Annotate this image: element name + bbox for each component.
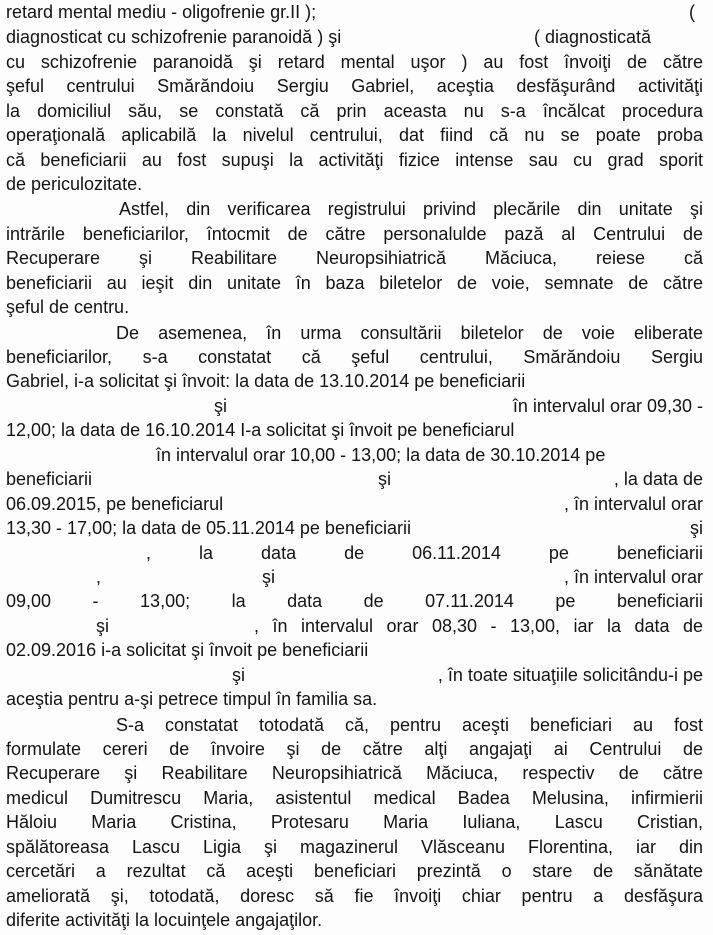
text-line: spălătoreasa Lascu Ligia şi magazinerul Vlăsceanu Florentina, iar din: [6, 836, 703, 857]
text-line: [6, 370, 703, 392]
text-run: 06.09.2015, pe beneficiarul: [6, 493, 224, 514]
text-run: Gabriel, i-a solicitat şi învoit: la data de 13.10.2014 pe beneficiarii: [6, 371, 526, 392]
text-run: şi: [96, 615, 109, 636]
text-run: şi: [214, 395, 227, 416]
text-line: de periculozitate.: [6, 174, 143, 194]
text-run: 02.09.2016 i-a solicitat şi învoit pe beneficiarii: [6, 640, 369, 661]
text-run: , în intervalul orar: [563, 566, 703, 587]
text-run: , în toate situaţiile solicitându-i pe: [437, 664, 703, 685]
text-run: şi: [262, 566, 275, 587]
text-line: [6, 444, 703, 466]
text-run: (: [689, 1, 695, 22]
text-line: intrările beneficiarilor, întocmit de către personalulde pază al Centrului de: [6, 223, 703, 244]
text-line: diferite activităţi la locuinţele angajaţilor.: [6, 910, 323, 930]
text-line: [6, 639, 703, 661]
text-line: [6, 468, 703, 490]
text-run: ,: [96, 566, 102, 587]
text-run: , la data de: [613, 469, 703, 490]
text-line: [6, 1, 703, 23]
text-line: 09,00 - 13,00; la data de 07.11.2014 pe beneficiarii: [6, 591, 703, 612]
text-run: şi: [378, 469, 391, 490]
text-line: Hăloiu Maria Cristina, Protesaru Maria Iuliana, Lascu Cristian,: [6, 812, 703, 833]
text-run: , în intervalul orar: [563, 493, 703, 514]
text-line: Recuperare şi Reabilitare Neuropsihiatrică Măciuca, respectiv de către: [6, 763, 703, 784]
text-run: în intervalul orar 10,00 - 13,00; la data de 30.10.2014 pe: [156, 444, 606, 465]
text-run: , la data de 06.11.2014 pe beneficiarii: [146, 542, 703, 563]
text-run: diagnosticat cu schizofrenie paranoidă ) şi: [6, 27, 342, 48]
text-line: aceştia pentru a-şi petrece timpul în familia sa.: [6, 689, 378, 710]
text-line: ameliorată şi, totodată, doresc să fie învoiţi chiar pentru a desfăşura: [6, 885, 703, 906]
text-line: [6, 615, 703, 637]
text-run: beneficiarii: [6, 469, 93, 490]
text-run: 12,00; la data de 16.10.2014 I-a solicitat şi învoit pe beneficiarul: [6, 420, 515, 441]
text-line: cu schizofrenie paranoidă şi retard mental uşor ) au fost învoiţi de către: [6, 51, 703, 72]
text-run: , în intervalul orar 08,30 - 13,00, iar la data de: [254, 615, 703, 636]
text-line: [6, 395, 703, 417]
text-line: [6, 566, 703, 588]
text-line: şeful de centru.: [6, 297, 130, 318]
text-run: în intervalul orar 09,30 -: [512, 395, 703, 416]
text-line: [6, 493, 703, 515]
text-run: retard mental mediu - oligofrenie gr.II );: [6, 1, 317, 22]
text-line: [6, 517, 703, 539]
text-line: medicul Dumitrescu Maria, asistentul medical Badea Melusina, infirmierii: [6, 787, 703, 808]
text-line: beneficiarii au ieşit din unitate în baza biletelor de voie, semnate de către: [6, 272, 703, 293]
text-line: [6, 26, 703, 48]
text-line: S-a constatat totodată că, pentru aceşti beneficiari au fost: [116, 714, 703, 735]
text-run: ( diagnosticată: [534, 27, 652, 48]
text-run: şi: [690, 518, 703, 538]
text-line: operaţională aplicabilă la nivelul centrului, dat fiind că nu se poate proba: [6, 125, 703, 146]
text-line: Astfel, din verificarea registrului privind plecările din unitate şi: [119, 199, 703, 220]
text-line: beneficiarilor, s-a constatat că şeful centrului, Smărăndoiu Sergiu: [6, 346, 703, 367]
text-line: [6, 542, 703, 564]
text-line: [6, 419, 703, 441]
text-line: cercetări a rezultat că aceşti beneficiari prezintă o stare de sănătate: [6, 861, 703, 882]
text-run: şi: [232, 664, 245, 685]
text-line: De asemenea, în urma consultării biletelor de voie eliberate: [116, 322, 703, 343]
text-line: la domiciliul său, se constată că prin aceasta nu s-a încălcat procedura: [6, 100, 703, 121]
text-line: şeful centrului Smărăndoiu Sergiu Gabriel, aceştia desfăşurând activităţi: [6, 76, 703, 97]
text-line: [6, 664, 703, 686]
text-run: 13,30 - 17,00; la data de 05.11.2014 pe beneficiarii: [6, 518, 411, 538]
text-line: că beneficiarii au fost supuşi la activităţi fizice intense sau cu grad sporit: [6, 149, 703, 170]
text-line: formulate cereri de învoire şi de către alţi angajaţi ai Centrului de: [6, 738, 703, 759]
text-line: Recuperare şi Reabilitare Neuropsihiatrică Măciuca, reiese că: [6, 248, 703, 269]
